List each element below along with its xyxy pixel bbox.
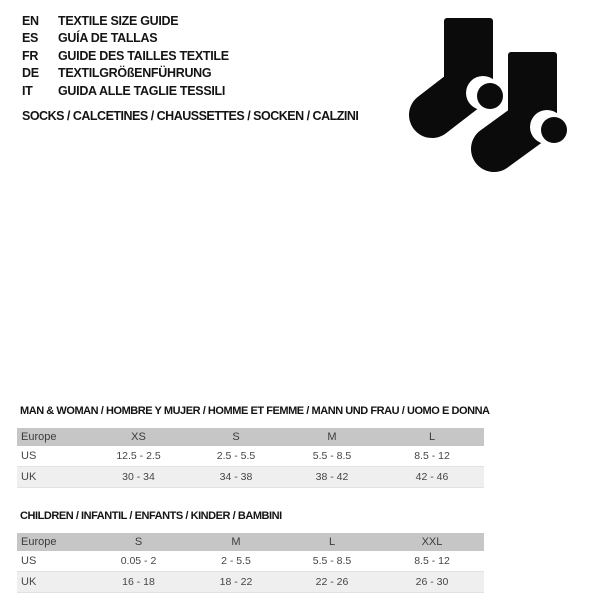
column-header: L bbox=[428, 431, 436, 443]
column-header: M bbox=[231, 536, 241, 548]
table-row bbox=[17, 467, 484, 488]
region-label: US bbox=[21, 450, 37, 462]
size-cell: 30 - 34 bbox=[122, 471, 155, 483]
column-header: XXL bbox=[421, 536, 443, 548]
language-list bbox=[22, 13, 229, 100]
language-code: DE bbox=[22, 66, 39, 81]
column-header: S bbox=[134, 536, 143, 548]
column-header-europe: Europe bbox=[21, 431, 57, 443]
size-cell: 0.05 - 2 bbox=[120, 555, 157, 567]
column-header: XS bbox=[131, 431, 146, 443]
language-code: FR bbox=[22, 48, 39, 63]
column-header: L bbox=[328, 536, 336, 548]
region-label: UK bbox=[21, 576, 37, 588]
table-row bbox=[17, 551, 484, 572]
socks-icon bbox=[403, 12, 568, 178]
size-cell: 8.5 - 12 bbox=[414, 450, 450, 462]
language-label: TEXTILGRÖßENFÜHRUNG bbox=[58, 66, 212, 81]
region-label: UK bbox=[21, 471, 37, 483]
column-header-europe: Europe bbox=[21, 536, 57, 548]
language-label: GUIDA ALLE TAGLIE TESSILI bbox=[58, 83, 226, 98]
language-row bbox=[22, 30, 229, 47]
table-row bbox=[17, 572, 484, 593]
size-cell: 12.5 - 2.5 bbox=[116, 450, 161, 462]
language-label: TEXTILE SIZE GUIDE bbox=[58, 14, 179, 28]
region-label: US bbox=[21, 555, 37, 567]
column-header: S bbox=[232, 431, 240, 443]
size-cell: 42 - 46 bbox=[415, 471, 449, 483]
table-title: CHILDREN / INFANTIL / ENFANTS / KINDER / BAMBINI bbox=[20, 510, 282, 522]
size-cell: 34 - 38 bbox=[219, 471, 253, 483]
size-cell: 18 - 22 bbox=[219, 576, 253, 588]
language-row bbox=[22, 13, 229, 30]
size-cell: 38 - 42 bbox=[315, 471, 349, 483]
language-code: IT bbox=[22, 83, 33, 98]
size-cell: 22 - 26 bbox=[315, 576, 349, 588]
size-cell: 2 - 5.5 bbox=[221, 555, 251, 567]
category-title: SOCKS / CALCETINES / CHAUSSETTES / SOCKEN / CALZINI bbox=[22, 109, 359, 123]
language-row bbox=[22, 65, 229, 82]
table-header-row bbox=[17, 533, 484, 551]
size-cell: 16 - 18 bbox=[122, 576, 155, 588]
language-row bbox=[22, 83, 229, 100]
size-cell: 5.5 - 8.5 bbox=[312, 555, 352, 567]
language-code: ES bbox=[22, 31, 39, 46]
size-cell: 8.5 - 12 bbox=[414, 555, 450, 567]
table-header-row bbox=[17, 428, 484, 446]
language-row bbox=[22, 48, 229, 65]
language-label: GUIDE DES TAILLES TEXTILE bbox=[58, 48, 229, 63]
column-header: M bbox=[327, 431, 337, 443]
size-table-adult bbox=[17, 404, 490, 488]
table-title: MAN & WOMAN / HOMBRE Y MUJER / HOMME ET FEMME / MANN UND FRAU / UOMO E DONNA bbox=[20, 405, 490, 417]
size-cell: 5.5 - 8.5 bbox=[312, 450, 352, 462]
table-row bbox=[17, 446, 484, 467]
language-label: GUÍA DE TALLAS bbox=[58, 31, 158, 46]
size-cell: 26 - 30 bbox=[415, 576, 449, 588]
size-cell: 2.5 - 5.5 bbox=[216, 450, 256, 462]
size-table-children bbox=[17, 509, 484, 593]
language-code: EN bbox=[22, 14, 39, 28]
